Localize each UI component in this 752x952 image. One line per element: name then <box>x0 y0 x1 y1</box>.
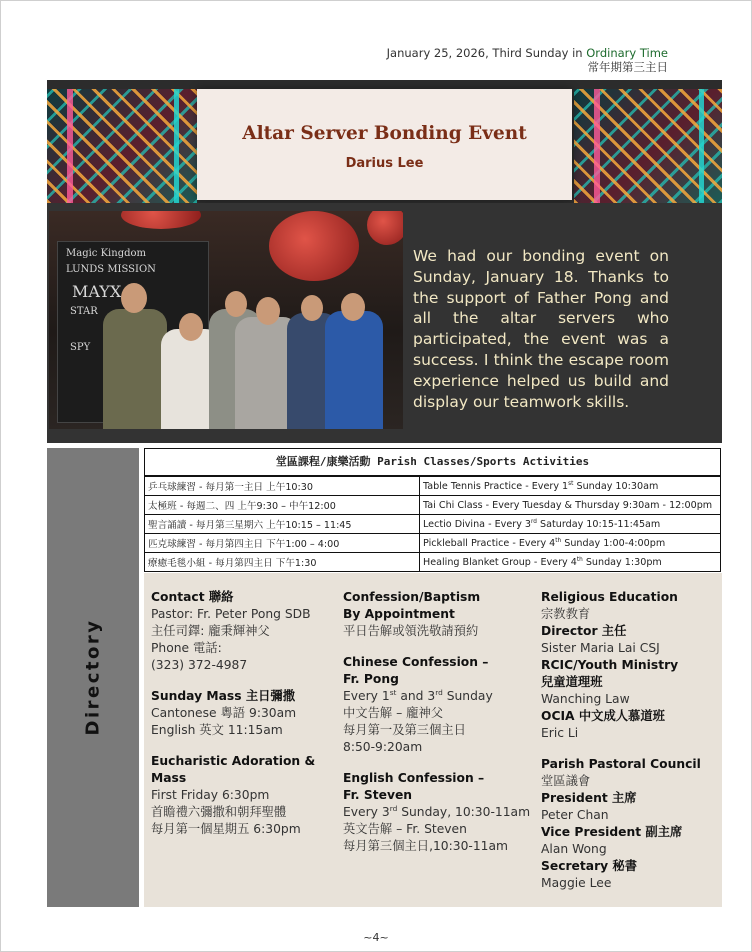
adoration-heading: Eucharistic Adoration & Mass <box>151 754 316 785</box>
pastoral-council-heading: Parish Pastoral Council <box>541 757 701 771</box>
story-section <box>47 203 722 443</box>
activity-zh: 太極班 - 每週二、四 上午9:30 – 中午12:00 <box>145 496 420 515</box>
directory-column-contact <box>151 589 336 838</box>
activity-zh: 匹克球練習 - 每月第四主日 下午1:00 – 4:00 <box>145 534 420 553</box>
english-confession-line: 英文告解 – Fr. Steven <box>343 822 467 836</box>
directory-column-ministries <box>541 589 721 892</box>
english-confession-heading: Fr. Steven <box>343 788 413 802</box>
chinese-confession-heading: Chinese Confession – <box>343 655 489 669</box>
table-row <box>145 515 720 534</box>
vice-president-name: Alan Wong <box>541 842 607 856</box>
activity-zh: 乒乓球練習 - 每月第一主日 上午10:30 <box>145 477 420 496</box>
story-text: We had our bonding event on Sunday, January 18. Thanks to the support of Father Pong and all the altar servers who participated, the event was a success. I think the escape room experience helped us build and display our teamwork skills. <box>413 247 669 411</box>
directory-column-confession <box>343 589 538 855</box>
religious-education-zh: 宗教教育 <box>541 607 591 621</box>
date-chinese: 常年期第三主日 <box>587 60 668 74</box>
rcic-heading-zh: 兒童道理班 <box>541 675 603 689</box>
table-row <box>145 553 720 572</box>
confession-heading: Confession/Baptism <box>343 590 481 604</box>
president-heading: President 主席 <box>541 791 637 805</box>
sunday-mass-heading: Sunday Mass 主日彌撒 <box>151 689 296 703</box>
pastoral-council-zh: 堂區議會 <box>541 774 591 788</box>
phone-label: Phone 電話: <box>151 641 222 655</box>
adoration-line: 每月第一個星期五 6:30pm <box>151 822 301 836</box>
rcic-name: Wanching Law <box>541 692 630 706</box>
activity-en: Pickleball Practice - Every 4th Sunday 1:00-4:00pm <box>420 534 721 553</box>
confession-zh: 平日告解或領洗敬請預約 <box>343 624 479 638</box>
english-confession-line: Every 3rd Sunday, 10:30-11am <box>343 803 531 819</box>
pastor-name: Pastor: Fr. Peter Pong SDB <box>151 607 311 621</box>
boxing-bag-decoration <box>269 211 359 281</box>
date-text: January 25, 2026, Third Sunday in <box>386 46 587 60</box>
chinese-confession-line: 每月第一及第三個主日 <box>343 723 466 737</box>
pastor-name-zh: 主任司鐸: 龐秉輝神父 <box>151 624 270 638</box>
activity-zh: 聖言誦讀 - 每月第三星期六 上午10:15 – 11:45 <box>145 515 420 534</box>
mass-english: English 英文 11:15am <box>151 723 283 737</box>
chinese-confession-line: 8:50-9:20am <box>343 740 423 754</box>
table-row <box>145 534 720 553</box>
director-name: Sister Maria Lai CSJ <box>541 641 660 655</box>
english-confession-heading: English Confession – <box>343 771 485 785</box>
president-name: Peter Chan <box>541 808 609 822</box>
table-row <box>145 477 720 496</box>
season-text: Ordinary Time <box>586 46 668 60</box>
person <box>325 311 383 429</box>
article-title: Altar Server Bonding Event <box>242 123 527 144</box>
table-row <box>145 496 720 515</box>
confession-heading: By Appointment <box>343 607 455 621</box>
art-deco-decoration-left <box>47 89 197 203</box>
secretary-heading: Secretary 秘書 <box>541 859 638 873</box>
page-number: ~4~ <box>363 931 389 944</box>
article-author: Darius Lee <box>345 156 424 171</box>
contact-heading: Contact 聯絡 <box>151 590 234 604</box>
person <box>103 309 167 429</box>
directory-panel <box>144 573 722 907</box>
group-photo <box>49 211 403 429</box>
activities-table <box>144 448 721 572</box>
art-deco-decoration-right <box>574 89 722 203</box>
chinese-confession-heading: Fr. Pong <box>343 672 399 686</box>
phone-number: (323) 372-4987 <box>151 658 248 672</box>
chalkboard-wall: Magic Kingdom LUNDS MISSION MAYX STAR SPY <box>57 241 209 423</box>
religious-education-heading: Religious Education <box>541 590 678 604</box>
english-confession-line: 每月第三個主日,10:30-11am <box>343 839 509 853</box>
activity-en: Table Tennis Practice - Every 1st Sunday 10:30am <box>420 477 721 496</box>
activity-en: Tai Chi Class - Every Tuesday & Thursday 9:30am - 12:00pm <box>420 496 721 515</box>
chinese-confession-line: 中文告解 – 龐神父 <box>343 706 444 720</box>
directory-label: Directory <box>82 618 104 736</box>
ocia-heading: OCIA 中文成人慕道班 <box>541 709 665 723</box>
ocia-name: Eric Li <box>541 726 579 740</box>
director-heading: Director 主任 <box>541 624 627 638</box>
event-banner <box>47 80 722 203</box>
adoration-line: 首瞻禮六彌撒和朝拜聖體 <box>151 805 287 819</box>
vice-president-heading: Vice President 副主席 <box>541 825 683 839</box>
mass-cantonese: Cantonese 粵語 9:30am <box>151 706 297 720</box>
activity-en: Lectio Divina - Every 3rd Saturday 10:15-11:45am <box>420 515 721 534</box>
secretary-name: Maggie Lee <box>541 876 612 890</box>
activity-en: Healing Blanket Group - Every 4th Sunday 1:30pm <box>420 553 721 572</box>
activities-header: 堂區課程/康樂活動 Parish Classes/Sports Activities <box>145 449 720 476</box>
chinese-confession-line: Every 1st and 3rd Sunday <box>343 687 493 703</box>
adoration-line: First Friday 6:30pm <box>151 788 270 802</box>
rcic-heading: RCIC/Youth Ministry <box>541 658 679 672</box>
title-card <box>197 89 572 200</box>
dateline <box>387 46 668 74</box>
activity-zh: 療癒毛毯小組 - 每月第四主日 下午1:30 <box>145 553 420 572</box>
